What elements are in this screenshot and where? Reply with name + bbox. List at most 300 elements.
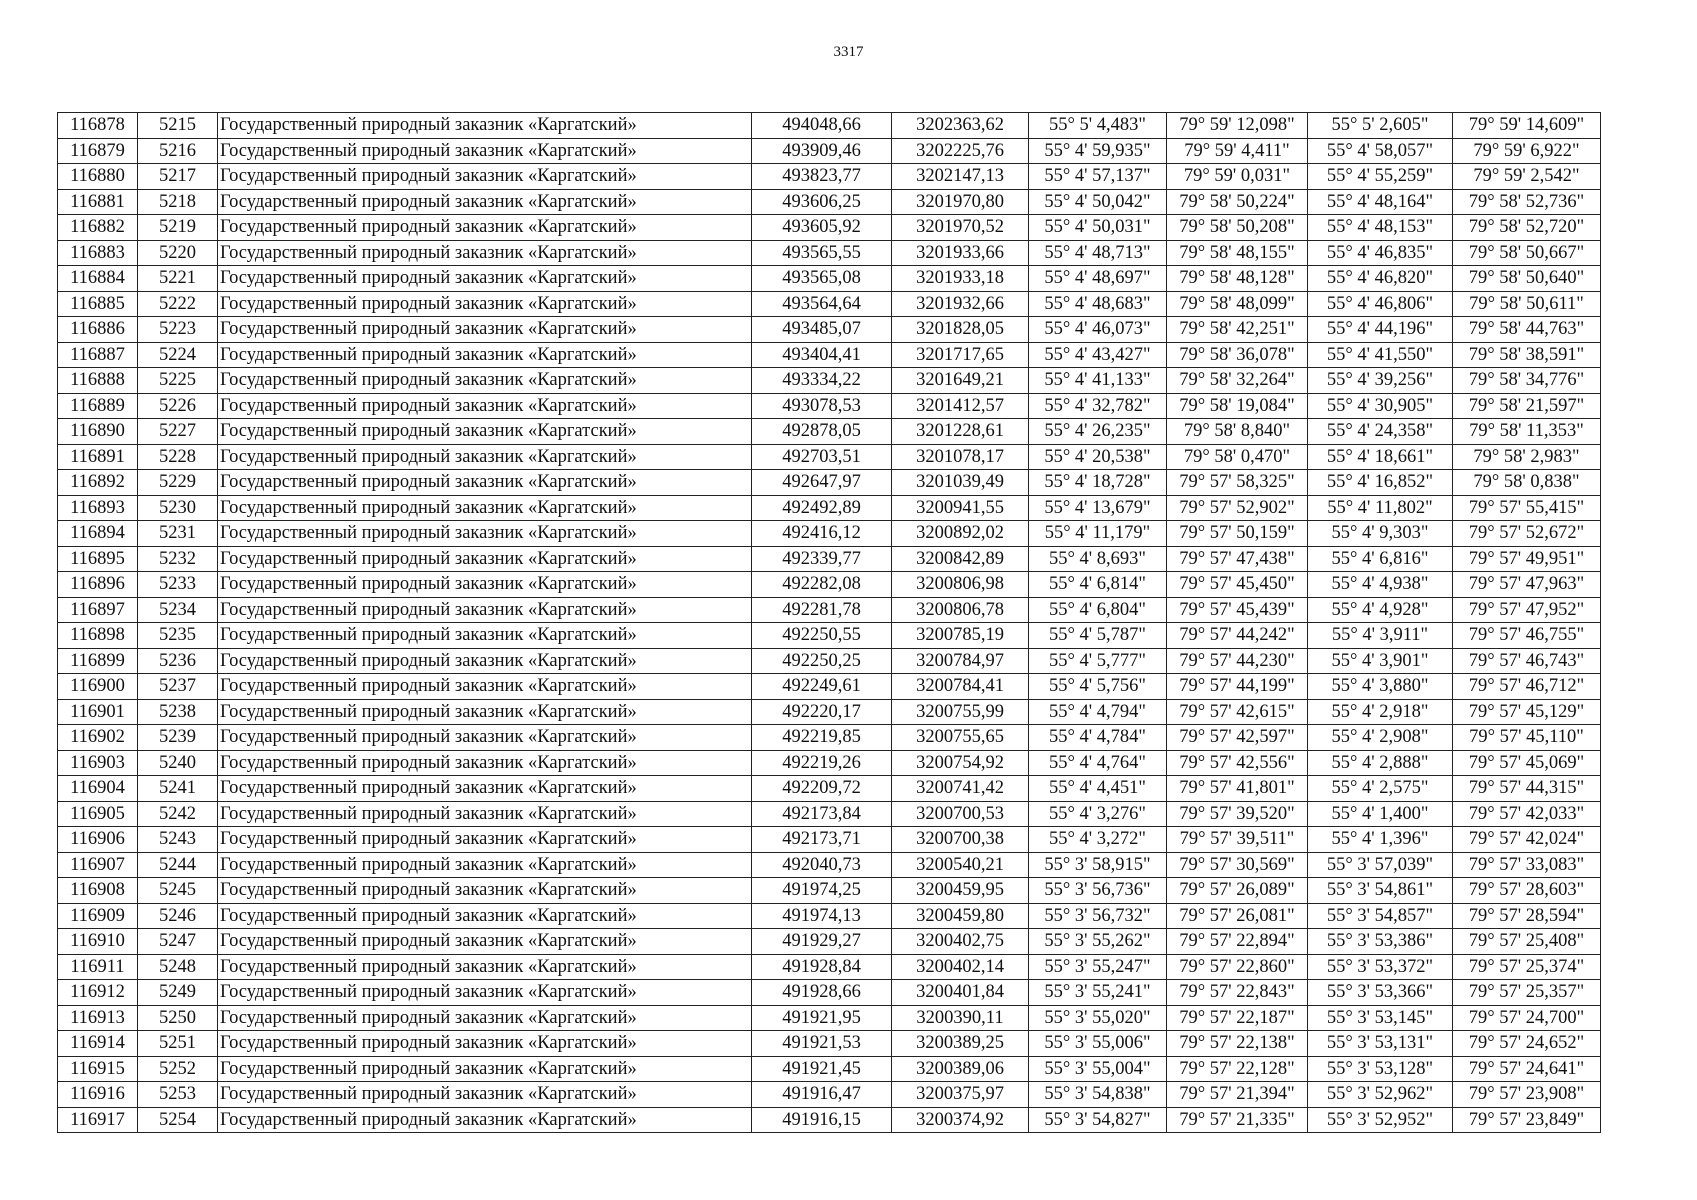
latitude-1-cell: 55° 4' 3,276" <box>1029 801 1167 827</box>
longitude-1-cell: 79° 57' 22,187" <box>1167 1005 1308 1031</box>
y-coordinate-cell: 3200389,25 <box>892 1031 1029 1057</box>
latitude-2-cell: 55° 4' 55,259" <box>1308 164 1453 190</box>
point-number-cell: 5216 <box>138 138 218 164</box>
point-number-cell: 5221 <box>138 266 218 292</box>
longitude-2-cell: 79° 57' 24,700" <box>1453 1005 1601 1031</box>
latitude-1-cell: 55° 3' 54,838" <box>1029 1082 1167 1108</box>
table-row <box>58 291 1601 317</box>
name-cell: Государственный природный заказник «Каргатский» <box>218 801 752 827</box>
x-coordinate-cell: 493606,25 <box>752 189 892 215</box>
latitude-1-cell: 55° 4' 6,814" <box>1029 572 1167 598</box>
x-coordinate-cell: 491928,66 <box>752 980 892 1006</box>
longitude-2-cell: 79° 57' 46,743" <box>1453 648 1601 674</box>
y-coordinate-cell: 3201932,66 <box>892 291 1029 317</box>
longitude-1-cell: 79° 57' 41,801" <box>1167 776 1308 802</box>
row-id-cell: 116889 <box>58 393 138 419</box>
row-id-cell: 116878 <box>58 113 138 139</box>
table-row <box>58 138 1601 164</box>
x-coordinate-cell: 493823,77 <box>752 164 892 190</box>
row-id-cell: 116885 <box>58 291 138 317</box>
name-cell: Государственный природный заказник «Каргатский» <box>218 699 752 725</box>
latitude-2-cell: 55° 4' 46,806" <box>1308 291 1453 317</box>
latitude-2-cell: 55° 4' 46,820" <box>1308 266 1453 292</box>
longitude-2-cell: 79° 58' 0,838" <box>1453 470 1601 496</box>
latitude-2-cell: 55° 4' 6,816" <box>1308 546 1453 572</box>
point-number-cell: 5238 <box>138 699 218 725</box>
point-number-cell: 5244 <box>138 852 218 878</box>
point-number-cell: 5241 <box>138 776 218 802</box>
name-cell: Государственный природный заказник «Каргатский» <box>218 572 752 598</box>
table-row <box>58 546 1601 572</box>
table-row <box>58 1056 1601 1082</box>
table-row <box>58 266 1601 292</box>
latitude-2-cell: 55° 3' 53,128" <box>1308 1056 1453 1082</box>
longitude-2-cell: 79° 58' 52,736" <box>1453 189 1601 215</box>
point-number-cell: 5250 <box>138 1005 218 1031</box>
latitude-1-cell: 55° 4' 48,683" <box>1029 291 1167 317</box>
row-id-cell: 116902 <box>58 725 138 751</box>
y-coordinate-cell: 3200700,38 <box>892 827 1029 853</box>
longitude-2-cell: 79° 58' 34,776" <box>1453 368 1601 394</box>
point-number-cell: 5237 <box>138 674 218 700</box>
longitude-2-cell: 79° 59' 14,609" <box>1453 113 1601 139</box>
row-id-cell: 116883 <box>58 240 138 266</box>
point-number-cell: 5249 <box>138 980 218 1006</box>
row-id-cell: 116917 <box>58 1107 138 1133</box>
longitude-1-cell: 79° 59' 4,411" <box>1167 138 1308 164</box>
longitude-1-cell: 79° 58' 48,128" <box>1167 266 1308 292</box>
x-coordinate-cell: 493334,22 <box>752 368 892 394</box>
point-number-cell: 5254 <box>138 1107 218 1133</box>
latitude-2-cell: 55° 4' 3,901" <box>1308 648 1453 674</box>
latitude-2-cell: 55° 3' 53,131" <box>1308 1031 1453 1057</box>
longitude-2-cell: 79° 57' 25,357" <box>1453 980 1601 1006</box>
latitude-2-cell: 55° 4' 3,880" <box>1308 674 1453 700</box>
longitude-1-cell: 79° 57' 22,860" <box>1167 954 1308 980</box>
x-coordinate-cell: 492173,71 <box>752 827 892 853</box>
latitude-2-cell: 55° 4' 1,396" <box>1308 827 1453 853</box>
latitude-2-cell: 55° 4' 24,358" <box>1308 419 1453 445</box>
x-coordinate-cell: 492250,55 <box>752 623 892 649</box>
name-cell: Государственный природный заказник «Каргатский» <box>218 164 752 190</box>
latitude-2-cell: 55° 4' 11,802" <box>1308 495 1453 521</box>
table-row <box>58 852 1601 878</box>
latitude-2-cell: 55° 4' 41,550" <box>1308 342 1453 368</box>
longitude-1-cell: 79° 57' 44,199" <box>1167 674 1308 700</box>
longitude-1-cell: 79° 57' 58,325" <box>1167 470 1308 496</box>
x-coordinate-cell: 492173,84 <box>752 801 892 827</box>
latitude-1-cell: 55° 4' 4,451" <box>1029 776 1167 802</box>
latitude-1-cell: 55° 4' 5,777" <box>1029 648 1167 674</box>
row-id-cell: 116884 <box>58 266 138 292</box>
table-row <box>58 597 1601 623</box>
y-coordinate-cell: 3200401,84 <box>892 980 1029 1006</box>
x-coordinate-cell: 492040,73 <box>752 852 892 878</box>
point-number-cell: 5220 <box>138 240 218 266</box>
point-number-cell: 5240 <box>138 750 218 776</box>
longitude-2-cell: 79° 58' 44,763" <box>1453 317 1601 343</box>
longitude-2-cell: 79° 57' 23,849" <box>1453 1107 1601 1133</box>
x-coordinate-cell: 493485,07 <box>752 317 892 343</box>
table-row <box>58 419 1601 445</box>
x-coordinate-cell: 492492,89 <box>752 495 892 521</box>
row-id-cell: 116890 <box>58 419 138 445</box>
latitude-2-cell: 55° 4' 2,918" <box>1308 699 1453 725</box>
y-coordinate-cell: 3200785,19 <box>892 623 1029 649</box>
longitude-1-cell: 79° 57' 39,520" <box>1167 801 1308 827</box>
x-coordinate-cell: 492281,78 <box>752 597 892 623</box>
name-cell: Государственный природный заказник «Каргатский» <box>218 597 752 623</box>
point-number-cell: 5239 <box>138 725 218 751</box>
longitude-1-cell: 79° 57' 45,439" <box>1167 597 1308 623</box>
longitude-2-cell: 79° 58' 2,983" <box>1453 444 1601 470</box>
table-row <box>58 113 1601 139</box>
x-coordinate-cell: 492703,51 <box>752 444 892 470</box>
name-cell: Государственный природный заказник «Каргатский» <box>218 291 752 317</box>
longitude-1-cell: 79° 57' 42,556" <box>1167 750 1308 776</box>
table-row <box>58 980 1601 1006</box>
longitude-2-cell: 79° 57' 25,408" <box>1453 929 1601 955</box>
x-coordinate-cell: 491916,15 <box>752 1107 892 1133</box>
row-id-cell: 116911 <box>58 954 138 980</box>
x-coordinate-cell: 491921,95 <box>752 1005 892 1031</box>
longitude-1-cell: 79° 57' 42,597" <box>1167 725 1308 751</box>
name-cell: Государственный природный заказник «Каргатский» <box>218 878 752 904</box>
longitude-2-cell: 79° 58' 50,611" <box>1453 291 1601 317</box>
longitude-1-cell: 79° 57' 47,438" <box>1167 546 1308 572</box>
x-coordinate-cell: 493565,08 <box>752 266 892 292</box>
latitude-1-cell: 55° 4' 11,179" <box>1029 521 1167 547</box>
table-row <box>58 903 1601 929</box>
latitude-2-cell: 55° 4' 1,400" <box>1308 801 1453 827</box>
longitude-1-cell: 79° 57' 39,511" <box>1167 827 1308 853</box>
longitude-1-cell: 79° 58' 32,264" <box>1167 368 1308 394</box>
longitude-1-cell: 79° 58' 42,251" <box>1167 317 1308 343</box>
x-coordinate-cell: 493404,41 <box>752 342 892 368</box>
name-cell: Государственный природный заказник «Каргатский» <box>218 546 752 572</box>
table-row <box>58 444 1601 470</box>
table-row <box>58 189 1601 215</box>
point-number-cell: 5224 <box>138 342 218 368</box>
x-coordinate-cell: 491921,45 <box>752 1056 892 1082</box>
table-body <box>58 113 1601 1133</box>
longitude-1-cell: 79° 57' 22,128" <box>1167 1056 1308 1082</box>
row-id-cell: 116892 <box>58 470 138 496</box>
name-cell: Государственный природный заказник «Каргатский» <box>218 368 752 394</box>
name-cell: Государственный природный заказник «Каргатский» <box>218 623 752 649</box>
latitude-2-cell: 55° 4' 16,852" <box>1308 470 1453 496</box>
table-row <box>58 699 1601 725</box>
point-number-cell: 5215 <box>138 113 218 139</box>
latitude-1-cell: 55° 3' 56,732" <box>1029 903 1167 929</box>
latitude-2-cell: 55° 3' 57,039" <box>1308 852 1453 878</box>
x-coordinate-cell: 492339,77 <box>752 546 892 572</box>
x-coordinate-cell: 493605,92 <box>752 215 892 241</box>
point-number-cell: 5253 <box>138 1082 218 1108</box>
latitude-1-cell: 55° 4' 48,697" <box>1029 266 1167 292</box>
longitude-1-cell: 79° 57' 50,159" <box>1167 521 1308 547</box>
longitude-1-cell: 79° 58' 48,099" <box>1167 291 1308 317</box>
name-cell: Государственный природный заказник «Каргатский» <box>218 138 752 164</box>
point-number-cell: 5223 <box>138 317 218 343</box>
longitude-2-cell: 79° 57' 45,069" <box>1453 750 1601 776</box>
name-cell: Государственный природный заказник «Каргатский» <box>218 444 752 470</box>
table-row <box>58 725 1601 751</box>
y-coordinate-cell: 3200784,97 <box>892 648 1029 674</box>
longitude-1-cell: 79° 57' 42,615" <box>1167 699 1308 725</box>
latitude-1-cell: 55° 4' 3,272" <box>1029 827 1167 853</box>
latitude-2-cell: 55° 4' 2,908" <box>1308 725 1453 751</box>
longitude-1-cell: 79° 58' 36,078" <box>1167 342 1308 368</box>
name-cell: Государственный природный заказник «Каргатский» <box>218 648 752 674</box>
row-id-cell: 116907 <box>58 852 138 878</box>
x-coordinate-cell: 491974,13 <box>752 903 892 929</box>
point-number-cell: 5231 <box>138 521 218 547</box>
table-row <box>58 342 1601 368</box>
y-coordinate-cell: 3200892,02 <box>892 521 1029 547</box>
row-id-cell: 116909 <box>58 903 138 929</box>
y-coordinate-cell: 3200700,53 <box>892 801 1029 827</box>
longitude-2-cell: 79° 57' 33,083" <box>1453 852 1601 878</box>
y-coordinate-cell: 3200784,41 <box>892 674 1029 700</box>
y-coordinate-cell: 3201933,18 <box>892 266 1029 292</box>
name-cell: Государственный природный заказник «Каргатский» <box>218 776 752 802</box>
row-id-cell: 116886 <box>58 317 138 343</box>
name-cell: Государственный природный заказник «Каргатский» <box>218 342 752 368</box>
longitude-2-cell: 79° 59' 6,922" <box>1453 138 1601 164</box>
point-number-cell: 5252 <box>138 1056 218 1082</box>
table-row <box>58 240 1601 266</box>
point-number-cell: 5217 <box>138 164 218 190</box>
longitude-2-cell: 79° 57' 47,963" <box>1453 572 1601 598</box>
name-cell: Государственный природный заказник «Каргатский» <box>218 954 752 980</box>
point-number-cell: 5232 <box>138 546 218 572</box>
row-id-cell: 116898 <box>58 623 138 649</box>
name-cell: Государственный природный заказник «Каргатский» <box>218 750 752 776</box>
table-row <box>58 368 1601 394</box>
latitude-2-cell: 55° 5' 2,605" <box>1308 113 1453 139</box>
longitude-1-cell: 79° 59' 0,031" <box>1167 164 1308 190</box>
longitude-2-cell: 79° 57' 24,652" <box>1453 1031 1601 1057</box>
latitude-1-cell: 55° 4' 26,235" <box>1029 419 1167 445</box>
row-id-cell: 116887 <box>58 342 138 368</box>
point-number-cell: 5219 <box>138 215 218 241</box>
name-cell: Государственный природный заказник «Каргатский» <box>218 852 752 878</box>
latitude-2-cell: 55° 4' 18,661" <box>1308 444 1453 470</box>
row-id-cell: 116896 <box>58 572 138 598</box>
latitude-1-cell: 55° 4' 4,764" <box>1029 750 1167 776</box>
y-coordinate-cell: 3200375,97 <box>892 1082 1029 1108</box>
longitude-2-cell: 79° 57' 49,951" <box>1453 546 1601 572</box>
row-id-cell: 116894 <box>58 521 138 547</box>
longitude-2-cell: 79° 57' 47,952" <box>1453 597 1601 623</box>
row-id-cell: 116879 <box>58 138 138 164</box>
latitude-1-cell: 55° 4' 6,804" <box>1029 597 1167 623</box>
name-cell: Государственный природный заказник «Каргатский» <box>218 1031 752 1057</box>
longitude-1-cell: 79° 57' 21,394" <box>1167 1082 1308 1108</box>
y-coordinate-cell: 3200374,92 <box>892 1107 1029 1133</box>
point-number-cell: 5226 <box>138 393 218 419</box>
latitude-1-cell: 55° 4' 46,073" <box>1029 317 1167 343</box>
point-number-cell: 5245 <box>138 878 218 904</box>
point-number-cell: 5225 <box>138 368 218 394</box>
y-coordinate-cell: 3200842,89 <box>892 546 1029 572</box>
x-coordinate-cell: 491928,84 <box>752 954 892 980</box>
longitude-1-cell: 79° 57' 45,450" <box>1167 572 1308 598</box>
latitude-1-cell: 55° 4' 59,935" <box>1029 138 1167 164</box>
longitude-1-cell: 79° 57' 26,089" <box>1167 878 1308 904</box>
row-id-cell: 116908 <box>58 878 138 904</box>
table-row <box>58 495 1601 521</box>
latitude-2-cell: 55° 3' 53,372" <box>1308 954 1453 980</box>
longitude-2-cell: 79° 57' 28,594" <box>1453 903 1601 929</box>
latitude-1-cell: 55° 3' 55,241" <box>1029 980 1167 1006</box>
row-id-cell: 116904 <box>58 776 138 802</box>
x-coordinate-cell: 494048,66 <box>752 113 892 139</box>
x-coordinate-cell: 492647,97 <box>752 470 892 496</box>
table-row <box>58 1082 1601 1108</box>
longitude-2-cell: 79° 58' 50,667" <box>1453 240 1601 266</box>
point-number-cell: 5222 <box>138 291 218 317</box>
latitude-1-cell: 55° 3' 55,247" <box>1029 954 1167 980</box>
y-coordinate-cell: 3201412,57 <box>892 393 1029 419</box>
name-cell: Государственный природный заказник «Каргатский» <box>218 470 752 496</box>
latitude-1-cell: 55° 3' 55,020" <box>1029 1005 1167 1031</box>
latitude-1-cell: 55° 3' 55,262" <box>1029 929 1167 955</box>
y-coordinate-cell: 3202225,76 <box>892 138 1029 164</box>
latitude-1-cell: 55° 3' 54,827" <box>1029 1107 1167 1133</box>
x-coordinate-cell: 493565,55 <box>752 240 892 266</box>
table-row <box>58 878 1601 904</box>
latitude-1-cell: 55° 4' 50,042" <box>1029 189 1167 215</box>
x-coordinate-cell: 492416,12 <box>752 521 892 547</box>
longitude-1-cell: 79° 58' 50,208" <box>1167 215 1308 241</box>
x-coordinate-cell: 492282,08 <box>752 572 892 598</box>
latitude-2-cell: 55° 3' 54,861" <box>1308 878 1453 904</box>
y-coordinate-cell: 3200755,99 <box>892 699 1029 725</box>
table-row <box>58 1031 1601 1057</box>
row-id-cell: 116906 <box>58 827 138 853</box>
latitude-2-cell: 55° 3' 53,145" <box>1308 1005 1453 1031</box>
latitude-1-cell: 55° 3' 55,004" <box>1029 1056 1167 1082</box>
coordinates-table <box>57 112 1601 1133</box>
x-coordinate-cell: 492878,05 <box>752 419 892 445</box>
latitude-1-cell: 55° 4' 18,728" <box>1029 470 1167 496</box>
x-coordinate-cell: 492219,85 <box>752 725 892 751</box>
table-row <box>58 648 1601 674</box>
latitude-1-cell: 55° 4' 48,713" <box>1029 240 1167 266</box>
table-row <box>58 827 1601 853</box>
name-cell: Государственный природный заказник «Каргатский» <box>218 1056 752 1082</box>
name-cell: Государственный природный заказник «Каргатский» <box>218 903 752 929</box>
x-coordinate-cell: 492209,72 <box>752 776 892 802</box>
y-coordinate-cell: 3200806,78 <box>892 597 1029 623</box>
table-row <box>58 572 1601 598</box>
x-coordinate-cell: 491921,53 <box>752 1031 892 1057</box>
table-row <box>58 929 1601 955</box>
longitude-2-cell: 79° 58' 21,597" <box>1453 393 1601 419</box>
table-row <box>58 750 1601 776</box>
longitude-2-cell: 79° 57' 23,908" <box>1453 1082 1601 1108</box>
y-coordinate-cell: 3200390,11 <box>892 1005 1029 1031</box>
table-row <box>58 317 1601 343</box>
row-id-cell: 116891 <box>58 444 138 470</box>
y-coordinate-cell: 3200402,14 <box>892 954 1029 980</box>
y-coordinate-cell: 3201828,05 <box>892 317 1029 343</box>
point-number-cell: 5228 <box>138 444 218 470</box>
longitude-2-cell: 79° 57' 42,024" <box>1453 827 1601 853</box>
y-coordinate-cell: 3202147,13 <box>892 164 1029 190</box>
row-id-cell: 116882 <box>58 215 138 241</box>
name-cell: Государственный природный заказник «Каргатский» <box>218 1107 752 1133</box>
longitude-2-cell: 79° 57' 46,755" <box>1453 623 1601 649</box>
name-cell: Государственный природный заказник «Каргатский» <box>218 240 752 266</box>
name-cell: Государственный природный заказник «Каргатский» <box>218 495 752 521</box>
name-cell: Государственный природный заказник «Каргатский» <box>218 215 752 241</box>
latitude-1-cell: 55° 4' 4,794" <box>1029 699 1167 725</box>
name-cell: Государственный природный заказник «Каргатский» <box>218 1005 752 1031</box>
y-coordinate-cell: 3201717,65 <box>892 342 1029 368</box>
name-cell: Государственный природный заказник «Каргатский» <box>218 980 752 1006</box>
point-number-cell: 5230 <box>138 495 218 521</box>
longitude-1-cell: 79° 57' 30,569" <box>1167 852 1308 878</box>
y-coordinate-cell: 3201970,80 <box>892 189 1029 215</box>
latitude-1-cell: 55° 4' 20,538" <box>1029 444 1167 470</box>
longitude-1-cell: 79° 58' 0,470" <box>1167 444 1308 470</box>
latitude-1-cell: 55° 4' 5,756" <box>1029 674 1167 700</box>
point-number-cell: 5242 <box>138 801 218 827</box>
latitude-2-cell: 55° 4' 2,575" <box>1308 776 1453 802</box>
longitude-1-cell: 79° 57' 52,902" <box>1167 495 1308 521</box>
y-coordinate-cell: 3200459,80 <box>892 903 1029 929</box>
row-id-cell: 116888 <box>58 368 138 394</box>
latitude-2-cell: 55° 4' 30,905" <box>1308 393 1453 419</box>
longitude-2-cell: 79° 58' 52,720" <box>1453 215 1601 241</box>
latitude-1-cell: 55° 4' 4,784" <box>1029 725 1167 751</box>
y-coordinate-cell: 3200941,55 <box>892 495 1029 521</box>
row-id-cell: 116914 <box>58 1031 138 1057</box>
name-cell: Государственный природный заказник «Каргатский» <box>218 266 752 292</box>
longitude-2-cell: 79° 57' 45,129" <box>1453 699 1601 725</box>
latitude-2-cell: 55° 4' 48,164" <box>1308 189 1453 215</box>
table-row <box>58 623 1601 649</box>
row-id-cell: 116880 <box>58 164 138 190</box>
row-id-cell: 116910 <box>58 929 138 955</box>
longitude-1-cell: 79° 58' 8,840" <box>1167 419 1308 445</box>
latitude-2-cell: 55° 3' 52,952" <box>1308 1107 1453 1133</box>
x-coordinate-cell: 492250,25 <box>752 648 892 674</box>
name-cell: Государственный природный заказник «Каргатский» <box>218 393 752 419</box>
latitude-1-cell: 55° 4' 5,787" <box>1029 623 1167 649</box>
name-cell: Государственный природный заказник «Каргатский» <box>218 189 752 215</box>
x-coordinate-cell: 491929,27 <box>752 929 892 955</box>
point-number-cell: 5218 <box>138 189 218 215</box>
table-row <box>58 954 1601 980</box>
name-cell: Государственный природный заказник «Каргатский» <box>218 674 752 700</box>
name-cell: Государственный природный заказник «Каргатский» <box>218 929 752 955</box>
table-row <box>58 164 1601 190</box>
y-coordinate-cell: 3200540,21 <box>892 852 1029 878</box>
point-number-cell: 5233 <box>138 572 218 598</box>
y-coordinate-cell: 3200754,92 <box>892 750 1029 776</box>
x-coordinate-cell: 492220,17 <box>752 699 892 725</box>
longitude-1-cell: 79° 57' 22,843" <box>1167 980 1308 1006</box>
row-id-cell: 116912 <box>58 980 138 1006</box>
y-coordinate-cell: 3200402,75 <box>892 929 1029 955</box>
name-cell: Государственный природный заказник «Каргатский» <box>218 1082 752 1108</box>
point-number-cell: 5243 <box>138 827 218 853</box>
latitude-2-cell: 55° 4' 2,888" <box>1308 750 1453 776</box>
